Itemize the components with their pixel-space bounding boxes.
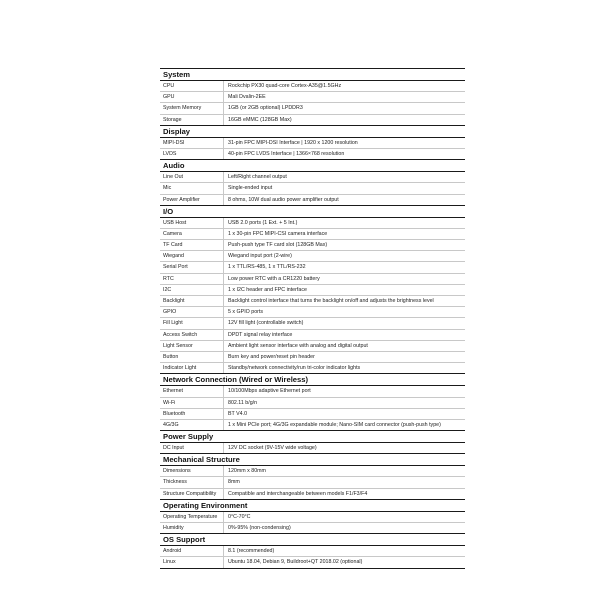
spec-row (160, 307, 465, 318)
spec-label: Wi-Fi (160, 398, 224, 408)
spec-value: Rockchip PX30 quad-core Cortex-A35@1.5GHz (228, 83, 342, 89)
spec-value: 802.11 b/g/n (228, 399, 258, 406)
spec-label: Camera (160, 229, 224, 239)
spec-label: Light Sensor (160, 341, 224, 351)
spec-label: Button (160, 352, 224, 362)
spec-label: Humidity (160, 523, 224, 533)
spec-value: 8 ohms, 10W dual audio power amplifier output (228, 196, 339, 203)
spec-row (160, 546, 465, 557)
spec-section (160, 430, 465, 453)
spec-label: Linux (160, 557, 224, 567)
spec-sheet (160, 68, 465, 569)
spec-label: Line Out (160, 172, 224, 182)
spec-value: 8mm (228, 479, 240, 486)
spec-section (160, 373, 465, 430)
spec-row (160, 409, 465, 420)
spec-label: Storage (160, 115, 224, 125)
spec-value: 8.1 (recommended) (228, 548, 275, 555)
spec-row (160, 251, 465, 262)
spec-value: Left/Right channel output (228, 174, 287, 181)
spec-row (160, 172, 465, 183)
spec-value: 1 x 30-pin FPC MIPI-CSI camera interface (228, 230, 328, 237)
spec-row (160, 398, 465, 409)
spec-row (160, 523, 465, 533)
section-title: I/O (160, 206, 465, 218)
spec-label: TF Card (160, 240, 224, 250)
spec-label: System Memory (160, 103, 224, 113)
spec-row (160, 318, 465, 329)
spec-label: RTC (160, 274, 224, 284)
spec-label: CPU (160, 81, 224, 91)
section-title: System (160, 69, 465, 81)
spec-value: Compatible and interchangeable between models F1/F3/F4 (228, 490, 368, 497)
spec-section (160, 205, 465, 374)
spec-value: 1 x Mini PCIe port; 4G/3G expandable module; Nano-SIM card connector (push-push type) (228, 421, 441, 428)
spec-value: 120mm x 80mm (228, 468, 266, 475)
spec-row (160, 274, 465, 285)
spec-value: Burn key and power/reset pin header (228, 353, 315, 360)
spec-section (160, 499, 465, 533)
spec-label: Dimensions (160, 466, 224, 476)
spec-value: 10/100Mbps adaptive Ethernet port (228, 388, 311, 395)
spec-value: USB 2.0 ports (1 Ext. + 5 Int.) (228, 219, 298, 226)
spec-value: 1GB (or 2GB optional) LPDDR3 (228, 105, 303, 112)
spec-label: Fill Light (160, 318, 224, 328)
sheet-bottom-rule (160, 568, 465, 569)
spec-label: Ethernet (160, 386, 224, 396)
spec-label: GPU (160, 92, 224, 102)
spec-value: Single-ended input (228, 185, 273, 192)
section-title: Mechanical Structure (160, 454, 465, 466)
section-title: Operating Environment (160, 500, 465, 512)
spec-value: 0%-95% (non-condensing) (228, 525, 291, 531)
spec-value: Push-push type TF card slot (128GB Max) (228, 242, 328, 249)
spec-value: Low power RTC with a CR1220 battery (228, 275, 320, 282)
spec-value: 40-pin FPC LVDS Interface | 1366×768 resolution (228, 150, 345, 157)
spec-label: Bluetooth (160, 409, 224, 419)
spec-row (160, 363, 465, 373)
spec-label: 4G/3G (160, 420, 224, 430)
spec-label: LVDS (160, 149, 224, 159)
spec-section (160, 68, 465, 125)
spec-row (160, 103, 465, 114)
spec-label: Serial Port (160, 262, 224, 272)
spec-label: Android (160, 546, 224, 556)
spec-label: I2C (160, 285, 224, 295)
spec-label: DC Input (160, 443, 224, 453)
spec-value: 12V DC socket (9V-15V wide voltage) (228, 445, 317, 452)
spec-row (160, 195, 465, 205)
spec-value: 16GB eMMC (128GB Max) (228, 116, 292, 123)
spec-row (160, 341, 465, 352)
spec-value: 1 x I2C header and FPC interface (228, 286, 307, 293)
spec-section (160, 159, 465, 205)
spec-row (160, 352, 465, 363)
spec-row (160, 218, 465, 229)
spec-value: Mali Dvalin-2EE (228, 94, 266, 101)
spec-label: USB Host (160, 218, 224, 228)
spec-label: MIPI-DSI (160, 138, 224, 148)
spec-row (160, 81, 465, 92)
spec-value: Ubuntu 18.04, Debian 9, Buildroot+QT 2018.02 (optional) (228, 559, 363, 566)
spec-row (160, 512, 465, 523)
spec-row (160, 138, 465, 149)
spec-label: GPIO (160, 307, 224, 317)
spec-section (160, 533, 465, 567)
spec-label: Access Switch (160, 330, 224, 340)
spec-value: 0°C-70°C (228, 513, 251, 520)
spec-label: Structure Compatibility (160, 489, 224, 499)
spec-row (160, 285, 465, 296)
spec-value: DPDT signal relay interface (228, 331, 293, 338)
spec-row (160, 229, 465, 240)
section-title: Display (160, 126, 465, 138)
section-title: Audio (160, 160, 465, 172)
spec-row (160, 330, 465, 341)
spec-value: Backlight control interface that turns the backlight on/off and adjusts the brightness level (228, 298, 434, 304)
spec-row (160, 443, 465, 453)
spec-row (160, 296, 465, 307)
spec-row (160, 466, 465, 477)
section-title: Network Connection (Wired or Wireless) (160, 374, 465, 386)
spec-row (160, 489, 465, 499)
spec-label: Power Amplifier (160, 195, 224, 205)
spec-row (160, 149, 465, 159)
spec-label: Operating Temperature (160, 512, 224, 522)
spec-value: 5 x GPIO ports (228, 309, 264, 316)
spec-label: Indicator Light (160, 363, 224, 373)
spec-section (160, 453, 465, 499)
spec-row (160, 477, 465, 488)
spec-row (160, 115, 465, 125)
spec-label: Thickness (160, 477, 224, 487)
spec-value: 31-pin FPC MIPI-DSI Interface | 1920 x 1200 resolution (228, 139, 358, 146)
spec-row (160, 386, 465, 397)
spec-value: BT V4.0 (228, 410, 248, 417)
spec-value: 12V fill light (controllable switch) (228, 320, 304, 327)
spec-row (160, 420, 465, 430)
spec-value: Wiegand input port (2-wire) (228, 253, 292, 260)
spec-row (160, 183, 465, 194)
spec-row (160, 557, 465, 567)
section-title: Power Supply (160, 431, 465, 443)
section-title: OS Support (160, 534, 465, 546)
spec-value: 1 x TTL/RS-485, 1 x TTL/RS-232 (228, 264, 306, 271)
spec-row (160, 92, 465, 103)
spec-value: Standby/network connectivity/run tri-color indicator lights (228, 365, 361, 372)
spec-row (160, 240, 465, 251)
spec-label: Mic (160, 183, 224, 193)
spec-label: Wiegand (160, 251, 224, 261)
spec-value: Ambient light sensor interface with analog and digital output (228, 342, 368, 349)
spec-section (160, 125, 465, 159)
spec-label: Backlight (160, 296, 224, 306)
spec-row (160, 262, 465, 273)
